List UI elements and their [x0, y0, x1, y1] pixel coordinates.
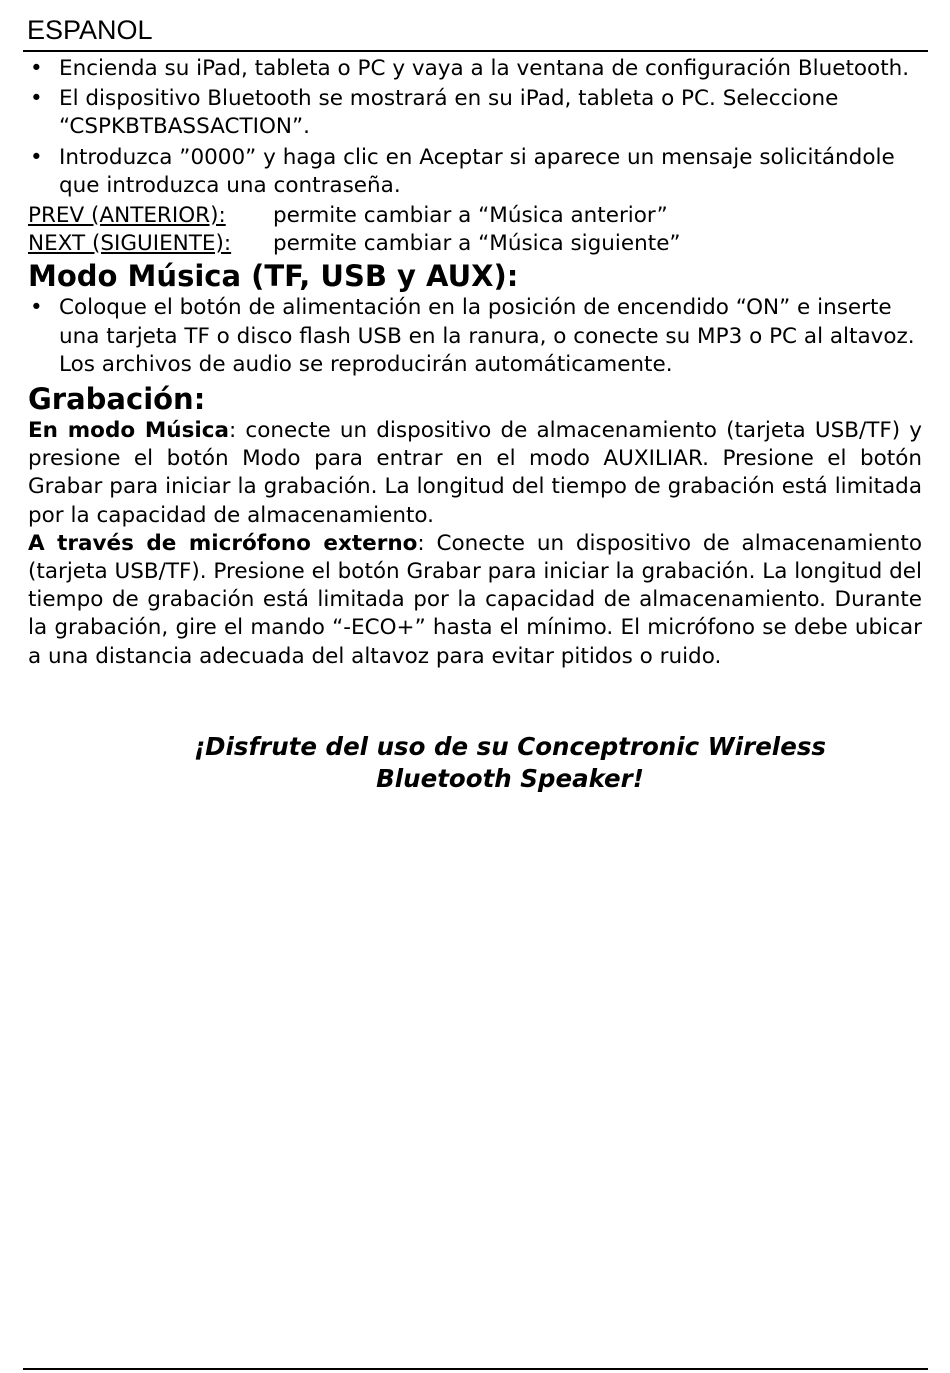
list-item	[28, 144, 922, 200]
step-text: Introduzca ”0000” y haga clic en Aceptar si aparece un mensaje solicitándole que introduzca una contraseña.	[59, 144, 895, 198]
paragraph-lead: En modo Música	[28, 418, 230, 444]
closing-line: Bluetooth Speaker!	[376, 763, 644, 793]
footer-divider	[23, 1368, 928, 1370]
list-item	[28, 85, 922, 141]
music-mode-list	[28, 294, 922, 379]
recording-external-mic-paragraph	[28, 530, 922, 671]
closing-line: ¡Disfrute del uso de su Conceptronic Wireless	[194, 731, 826, 761]
control-description: permite cambiar a “Música anterior”	[273, 203, 668, 229]
closing-message	[28, 731, 922, 795]
page-title: ESPANOL	[27, 15, 153, 45]
header-divider	[23, 50, 928, 52]
recording-music-mode-paragraph	[28, 417, 922, 530]
music-mode-heading: Modo Música (TF, USB y AUX):	[28, 259, 519, 294]
control-description: permite cambiar a “Música siguiente”	[273, 231, 681, 257]
control-key: PREV (ANTERIOR):	[28, 203, 226, 229]
step-text: El dispositivo Bluetooth se mostrará en su iPad, tableta o PC. Seleccione “CSPKBTBASSACTION”.	[59, 86, 839, 140]
list-item	[28, 55, 922, 83]
bullet-icon: •	[30, 295, 43, 321]
bullet-icon: •	[30, 86, 43, 112]
paragraph-text: : conecte un dispositivo de almacenamiento (tarjeta USB/TF) y presione el botón Modo para entrar en el modo AUXILIAR. Presione el botón Grabar para iniciar la grabación. La longitud del tiempo de grabación está limitada por la capacidad de almacenamiento.	[28, 418, 922, 528]
bluetooth-steps-list	[28, 55, 922, 200]
paragraph-lead: A través de micrófono externo	[28, 530, 418, 556]
bullet-icon: •	[30, 144, 43, 170]
music-mode-text: Coloque el botón de alimentación en la posición de encendido “ON” e inserte una tarjeta TF o disco flash USB en la ranura, o conecte su MP3 o PC al altavoz. Los archivos de audio se reproducirán automáticamente.	[59, 295, 915, 377]
control-row	[28, 202, 922, 230]
list-item	[28, 294, 922, 379]
paragraph-text: : Conecte un dispositivo de almacenamiento (tarjeta USB/TF). Presione el botón Grabar para iniciar la grabación. La longitud del tiempo de grabación está limitada por la capacidad de almacenamiento. Durante la grabación, gire el mando “-ECO+” hasta el mínimo. El micrófono se debe ubicar a una distancia adecuada del altavoz para evitar pitidos o ruido.	[28, 530, 923, 669]
step-text: Encienda su iPad, tableta o PC y vaya a la ventana de configuración Bluetooth.	[59, 56, 910, 81]
recording-heading: Grabación:	[28, 382, 206, 417]
bullet-icon: •	[30, 56, 43, 81]
control-row	[28, 230, 922, 258]
controls-list	[28, 202, 922, 258]
manual-content	[28, 55, 922, 795]
control-key: NEXT (SIGUIENTE):	[28, 231, 232, 257]
